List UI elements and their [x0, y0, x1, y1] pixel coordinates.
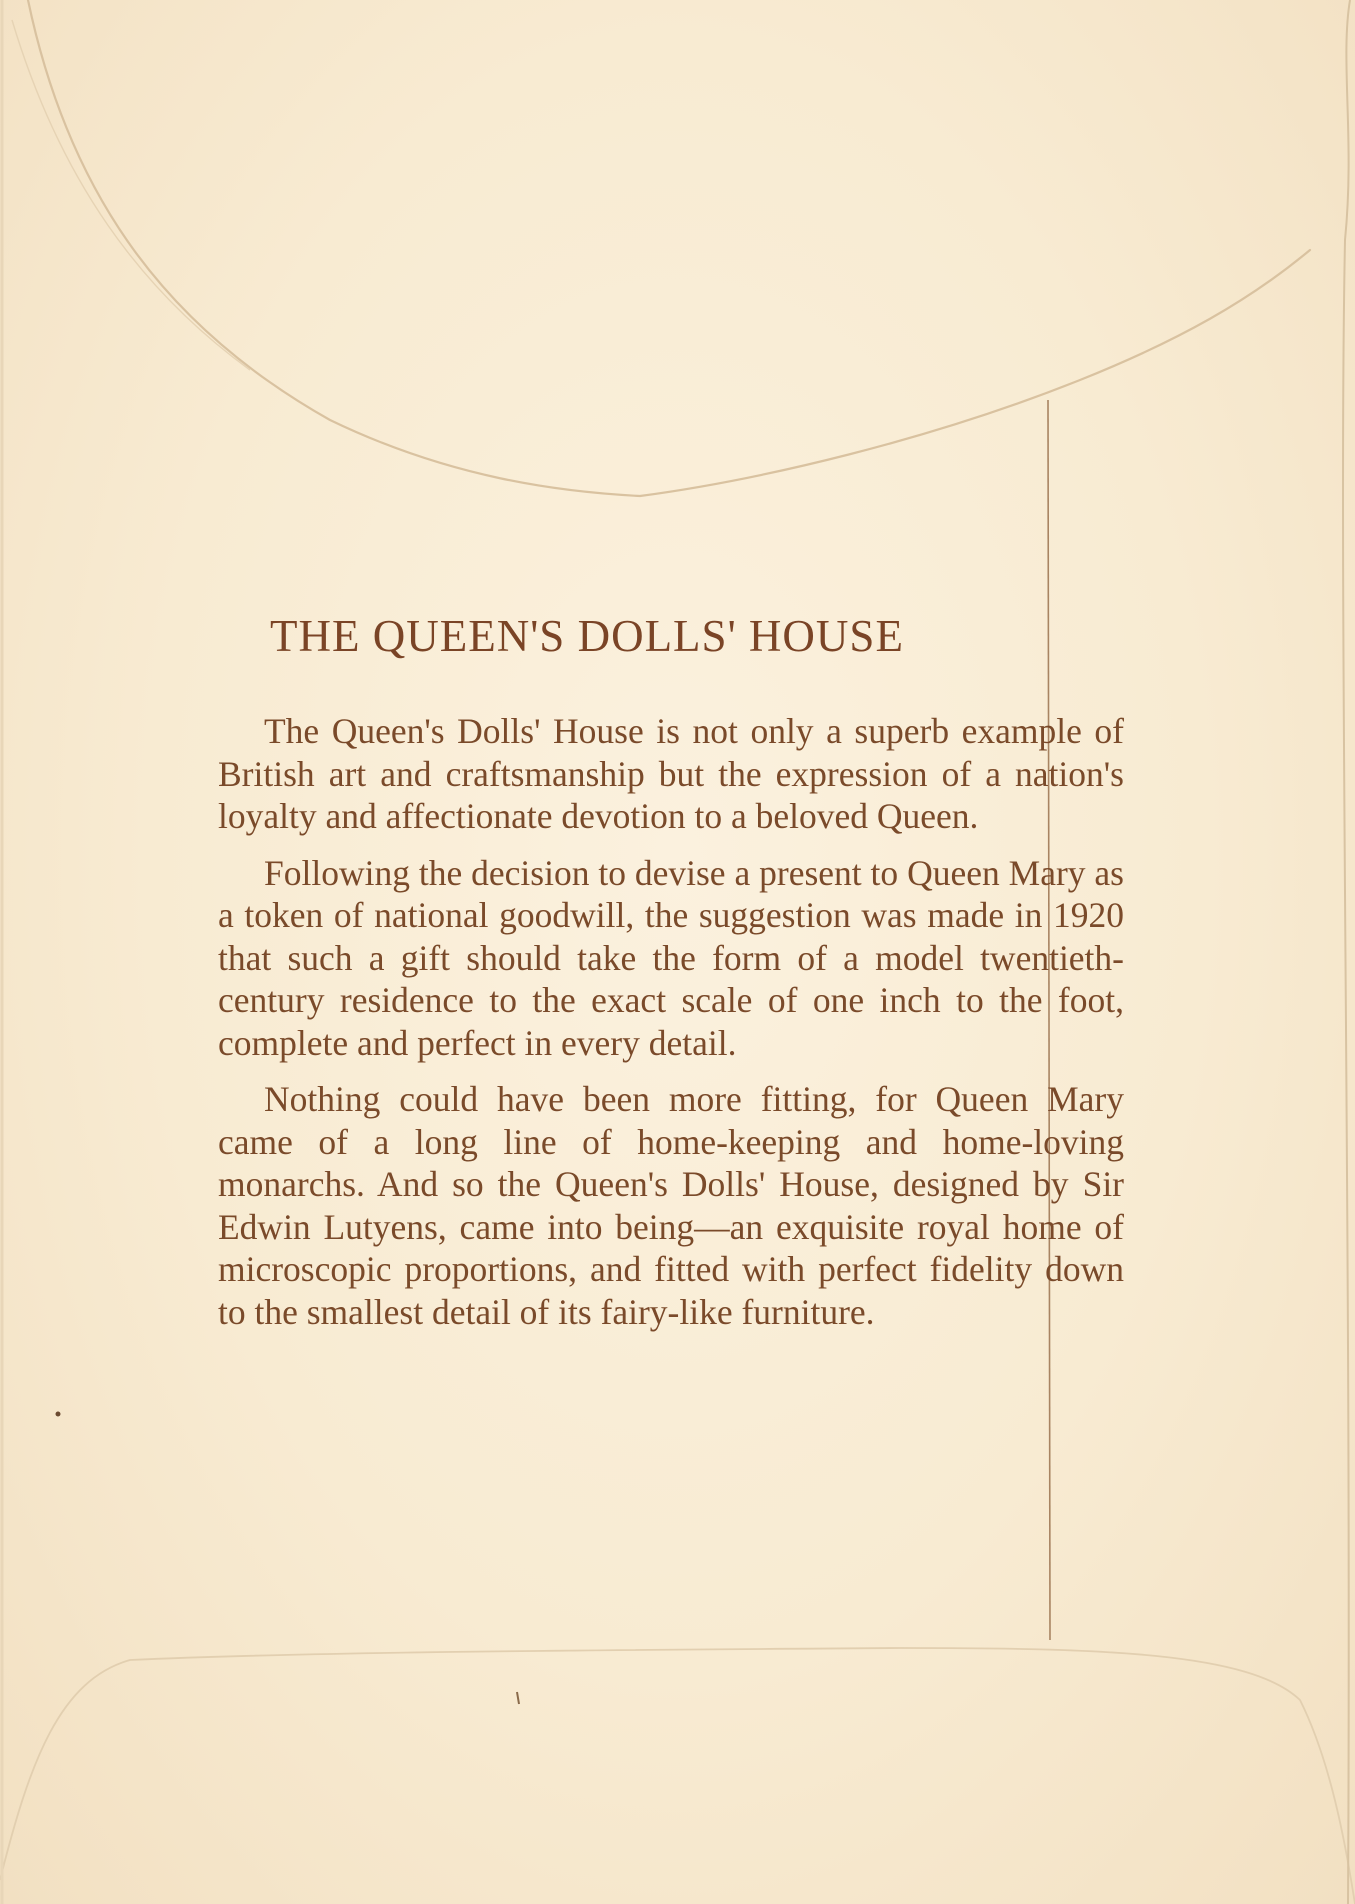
- paragraph-3: Nothing could have been more fitting, for Queen Mary came of a long line of home-keeping and home-loving monarchs. And so the Queen's Dolls' House, designed by Sir Edwin Lutyens, came into being—an exquisite royal home of microscopic proportions, and fitted with perfect fidelity down to the smallest detail of its fairy-like furniture.: [218, 1079, 1124, 1332]
- document-title: THE QUEEN'S DOLLS' HOUSE: [270, 611, 904, 661]
- paragraph-1: The Queen's Dolls' House is not only a superb example of British art and craftsmanship but the expression of a nation's loyalty and affectionate devotion to a beloved Queen.: [218, 711, 1124, 836]
- document-body: [218, 608, 1124, 1347]
- paragraph-2: Following the decision to devise a present to Queen Mary as a token of national goodwill, the suggestion was made in 1920 that such a gift should take the form of a model twentieth-century residence to the exact scale of one inch to the foot, complete and perfect in every detail.: [218, 852, 1124, 1063]
